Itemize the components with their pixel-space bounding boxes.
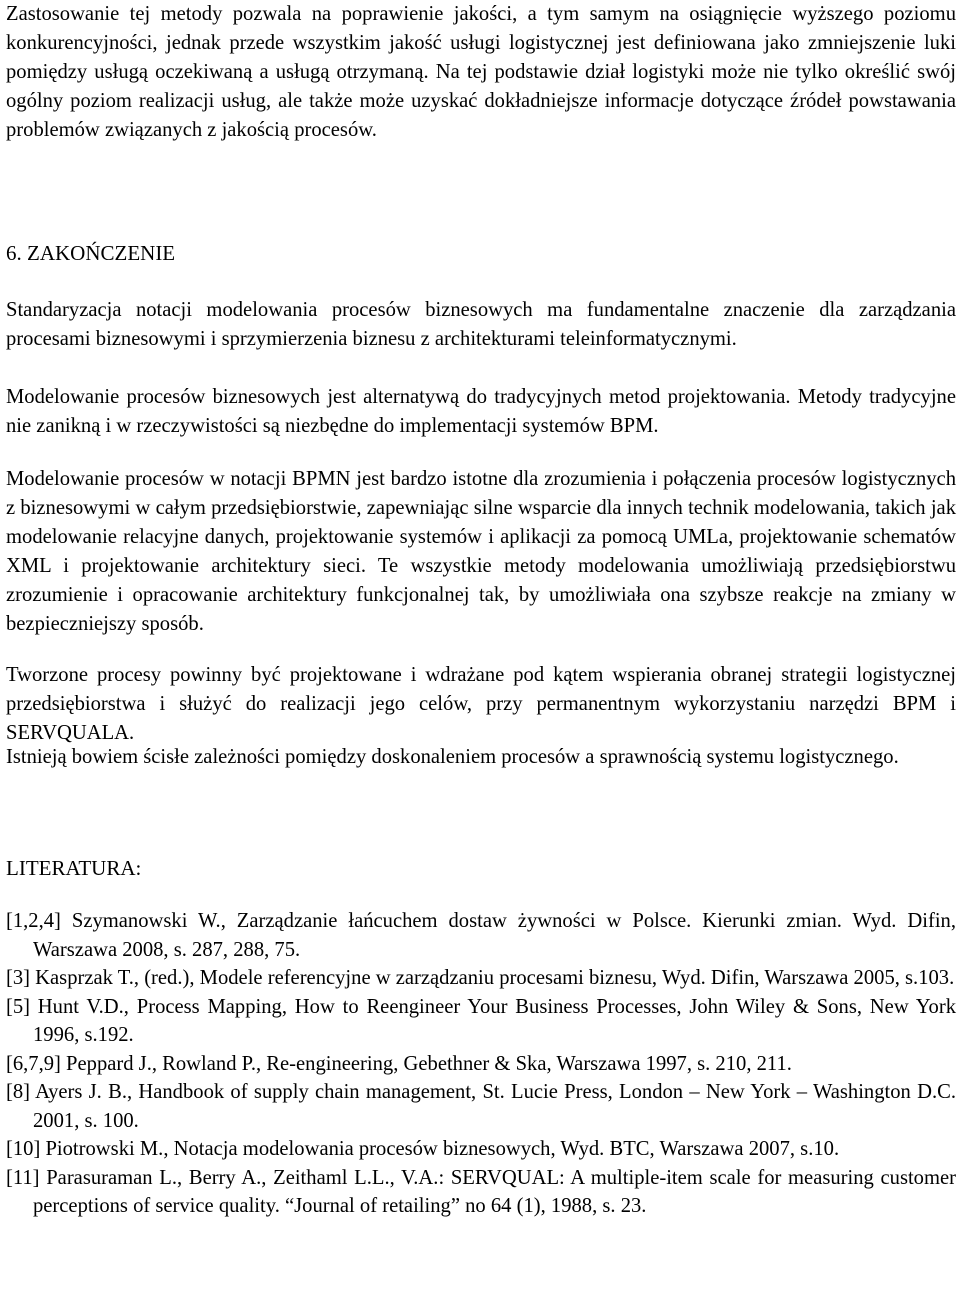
reference-list [6,907,956,1221]
reference-item: [3] Kasprzak T., (red.), Modele referencyjne w zarządzaniu procesami biznesu, Wyd. Difin, Warszawa 2005, s.103. [6,967,955,989]
reference-item: [1,2,4] Szymanowski W., Zarządzanie łańcuchem dostaw żywności w Polsce. Kierunki zmian. Wyd. Difin, Warszawa 2008, s. 287, 288, 75. [6,910,956,961]
section-paragraph-3: Modelowanie procesów w notacji BPMN jest bardzo istotne dla zrozumienia i połączenia procesów logistycznych z biznesowymi w całym przedsiębiorstwie, zapewniając silne wsparcie dla innych technik modelowania, takich jak modelowanie relacyjne danych, projektowanie systemów i aplikacji za pomocą UMLa, projektowanie schematów XML i projektowanie architektury sieci. Te wszystkie metody modelowania umożliwiają przedsiębiorstwu zrozumienie i opracowanie architektury funkcjonalnej tak, by umożliwiała ona szybsze reakcje na zmiany w bezpieczniejszy sposób. [6,468,956,635]
reference-item: [11] Parasuraman L., Berry A., Zeithaml L.L., V.A.: SERVQUAL: A multiple-item scale for measuring customer perceptions of service quality. “Journal of retailing” no 64 (1), 1988, s. 23. [6,1166,956,1217]
reference-item: [6,7,9] Peppard J., Rowland P., Re-engineering, Gebethner & Ska, Warszawa 1997, s. 210, 211. [6,1052,792,1075]
reference-item: [8] Ayers J. B., Handbook of supply chain management, St. Lucie Press, London – New York – Washington D.C. 2001, s. 100. [6,1081,956,1132]
section-paragraph-5: Istnieją bowiem ścisłe zależności pomiędzy doskonaleniem procesów a sprawnością systemu logistycznego. [6,746,899,768]
section-paragraph-1: Standaryzacja notacji modelowania procesów biznesowych ma fundamentalne znaczenie dla zarządzania procesami biznesowymi i sprzymierzenia biznesu z architekturami teleinformatycznymi. [6,299,956,350]
literature-heading: LITERATURA: [6,856,142,880]
section-heading: 6. ZAKOŃCZENIE [6,241,176,265]
section-paragraph-4: Tworzone procesy powinny być projektowane i wdrażane pod kątem wspierania obranej strategii logistycznej przedsiębiorstwa i służyć do realizacji jego celów, przy permanentnym wykorzystaniu narzędzi BPM i SERVQUALA. [6,664,956,744]
section-paragraph-2: Modelowanie procesów biznesowych jest alternatywą do tradycyjnych metod projektowania. Metody tradycyjne nie zanikną i w rzeczywistości są niezbędne do implementacji systemów BPM. [6,386,956,437]
reference-item: [10] Piotrowski M., Notacja modelowania procesów biznesowych, Wyd. BTC, Warszawa 2007, s.10. [6,1138,840,1160]
reference-item: [5] Hunt V.D., Process Mapping, How to Reengineer Your Business Processes, John Wiley & Sons, New York 1996, s.192. [6,995,956,1046]
intro-paragraph: Zastosowanie tej metody pozwala na poprawienie jakości, a tym samym na osiągnięcie wyższego poziomu konkurencyjności, jednak przede wszystkim jakość usługi logistycznej jest definiowana jako zmniejszenie luki pomiędzy usługą oczekiwaną a usługą otrzymaną. Na tej podstawie dział logistyki może nie tylko określić swój ogólny poziom realizacji usług, ale także może uzyskać dokładniejsze informacje dotyczące źródeł powstawania problemów związanych z jakością procesów. [6,3,956,141]
